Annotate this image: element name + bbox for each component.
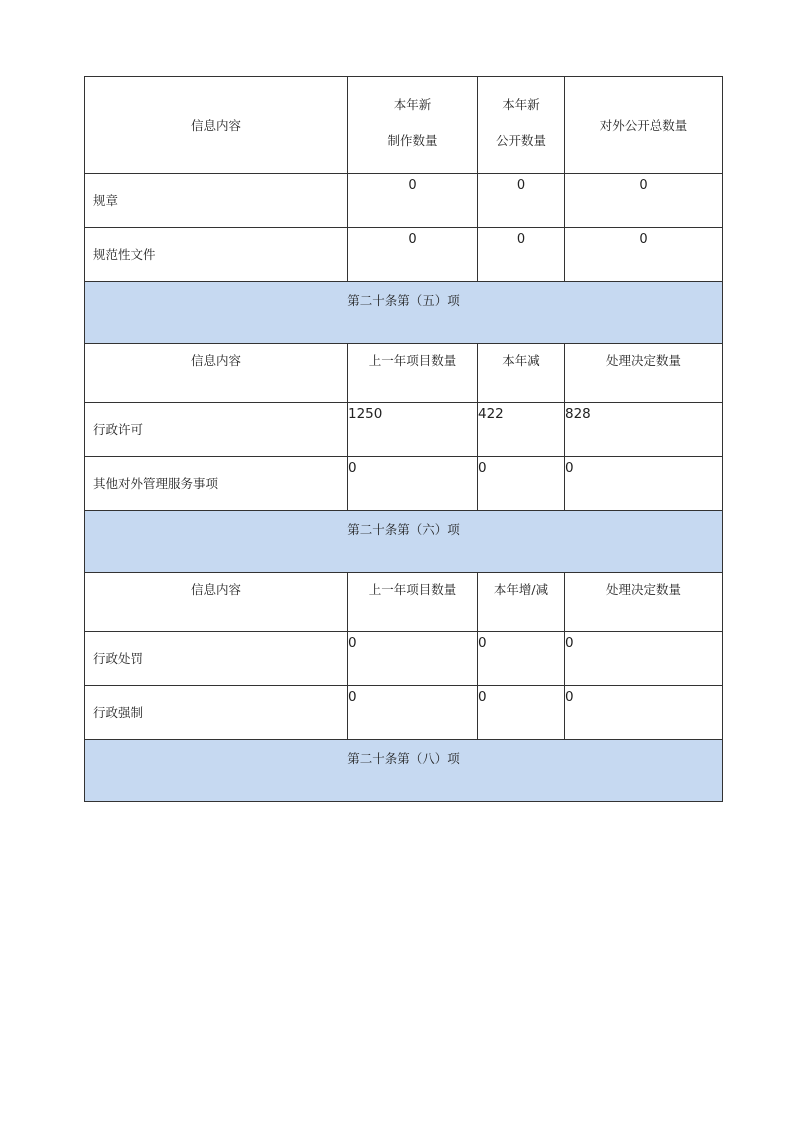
- section-row: [85, 282, 723, 344]
- row-value: 0: [565, 632, 723, 686]
- row-value: 828: [565, 403, 723, 457]
- header-new-published: [478, 77, 565, 174]
- header-this-year-change: 本年减: [478, 344, 565, 403]
- row-label: 行政强制: [85, 686, 348, 740]
- table-row: [85, 174, 723, 228]
- header-info-content: [85, 77, 348, 174]
- section-title: 第二十条第（六）项: [85, 511, 723, 573]
- row-value: 0: [565, 457, 723, 511]
- row-label: 行政处罚: [85, 632, 348, 686]
- table-header-row: [85, 77, 723, 174]
- header-label-line1: 本年新: [502, 97, 540, 112]
- row-value: 0: [478, 228, 565, 282]
- header-this-year-change: 本年增/减: [478, 573, 565, 632]
- row-value: 0: [348, 174, 478, 228]
- row-label: 其他对外管理服务事项: [85, 457, 348, 511]
- row-value: 0: [478, 632, 565, 686]
- section-row: [85, 511, 723, 573]
- table-header-row: [85, 573, 723, 632]
- table-row: [85, 632, 723, 686]
- header-total-published: [565, 77, 723, 174]
- table-row: [85, 686, 723, 740]
- table-row: [85, 403, 723, 457]
- header-label-line2: 公开数量: [495, 133, 546, 148]
- section-row: [85, 740, 723, 802]
- table-row: [85, 457, 723, 511]
- row-value: 0: [348, 632, 478, 686]
- row-label: 规章: [85, 174, 348, 228]
- row-value: 0: [478, 174, 565, 228]
- row-value: 0: [348, 228, 478, 282]
- section-title: 第二十条第（五）项: [85, 282, 723, 344]
- table-header-row: [85, 344, 723, 403]
- row-value: 0: [478, 457, 565, 511]
- row-label: 规范性文件: [85, 228, 348, 282]
- row-value: 422: [478, 403, 565, 457]
- row-value: 0: [348, 457, 478, 511]
- row-value: 0: [565, 686, 723, 740]
- table-row: [85, 228, 723, 282]
- header-prev-year-count: 上一年项目数量: [348, 573, 478, 632]
- header-info-content: 信息内容: [85, 573, 348, 632]
- header-decision-count: 处理决定数量: [565, 344, 723, 403]
- header-prev-year-count: 上一年项目数量: [348, 344, 478, 403]
- row-label: 行政许可: [85, 403, 348, 457]
- section-title: 第二十条第（八）项: [85, 740, 723, 802]
- header-label-line2: 制作数量: [387, 133, 438, 148]
- header-label: 对外公开总数量: [599, 117, 688, 133]
- header-label-line1: 本年新: [393, 97, 432, 112]
- row-value: 0: [565, 174, 723, 228]
- row-value: 1250: [348, 403, 478, 457]
- header-new-produced: [348, 77, 478, 174]
- row-value: 0: [348, 686, 478, 740]
- row-value: 0: [565, 228, 723, 282]
- header-info-content: 信息内容: [85, 344, 348, 403]
- header-decision-count: 处理决定数量: [565, 573, 723, 632]
- disclosure-table: [84, 76, 723, 802]
- row-value: 0: [478, 686, 565, 740]
- header-label: 信息内容: [190, 117, 241, 133]
